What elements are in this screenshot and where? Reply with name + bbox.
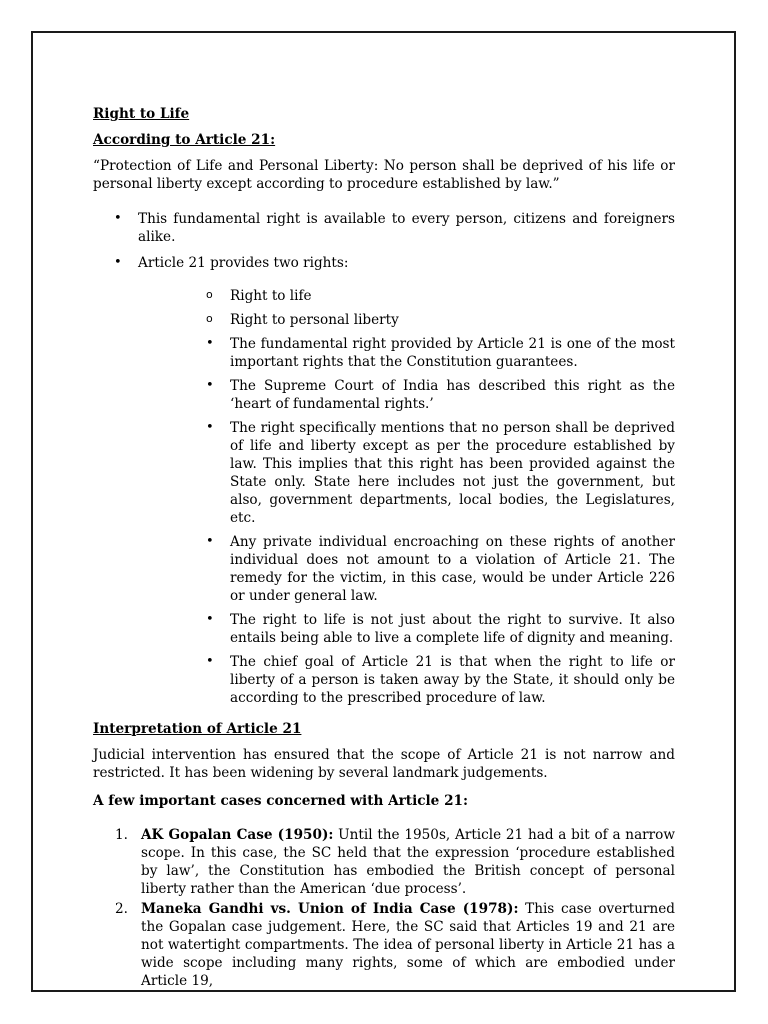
case-name: AK Gopalan Case (1950): (141, 827, 334, 843)
sub-list-item: o Right to life (138, 287, 675, 305)
sub-list-item: • The Supreme Court of India has described this right as the ‘heart of fundamental rights.’ (138, 377, 675, 413)
sub-list (138, 287, 675, 707)
cases-title: A few important cases concerned with Article 21: (93, 793, 469, 809)
sub-list-item: o Right to personal liberty (138, 311, 675, 329)
bullet-item-text: Article 21 provides two rights: (138, 255, 349, 271)
article-quote: “Protection of Life and Personal Liberty: No person shall be deprived of his life or personal liberty except according to procedure established by law.” (93, 158, 675, 192)
case-number: 2. (115, 901, 128, 917)
case-text: This case overturned the Gopalan case judgement. Here, the SC said that Articles 19 and 21 are not watertight compartments. The idea of personal liberty in Article 21 has a wide scope including many rights, some of which are embodied under Article 19, (141, 901, 675, 989)
case-item (93, 900, 675, 990)
bullet-item: • This fundamental right is available to every person, citizens and foreigners alike. (93, 210, 675, 246)
case-text: Until the 1950s, Article 21 had a bit of a narrow scope. In this case, the SC held that the expression ‘procedure established by law’, the Constitution has embodied the British concept of personal liberty rather than the American ‘due process’. (141, 827, 675, 897)
interpretation-paragraph: Judicial intervention has ensured that the scope of Article 21 is not narrow and restricted. It has been widening by several landmark judgements. (93, 747, 675, 781)
case-name: Maneka Gandhi vs. Union of India Case (1978): (141, 901, 519, 917)
bullet-item (93, 254, 675, 707)
document-body (93, 105, 675, 992)
case-number: 1. (115, 827, 128, 843)
page-title: Right to Life (93, 106, 190, 122)
sub-list-item: • The right specifically mentions that no person shall be deprived of life and liberty except as per the procedure established by law. This implies that this right has been provided against the State only. State here includes not just the government, but also, government departments, local bodies, the Legislatures, etc. (138, 419, 675, 527)
sub-list-item: • Any private individual encroaching on these rights of another individual does not amount to a violation of Article 21. The remedy for the victim, in this case, would be under Article 226 or under general law. (138, 533, 675, 605)
case-item (93, 826, 675, 898)
bullet-list (93, 210, 675, 707)
sub-list-item: • The fundamental right provided by Article 21 is one of the most important rights that the Constitution guarantees. (138, 335, 675, 371)
sub-list-item: • The right to life is not just about the right to survive. It also entails being able to live a complete life of dignity and meaning. (138, 611, 675, 647)
interpretation-heading: Interpretation of Article 21 (93, 721, 302, 737)
article-heading: According to Article 21: (93, 132, 276, 148)
cases-list (93, 826, 675, 990)
sub-list-item: • The chief goal of Article 21 is that when the right to life or liberty of a person is taken away by the State, it should only be according to the prescribed procedure of law. (138, 653, 675, 707)
